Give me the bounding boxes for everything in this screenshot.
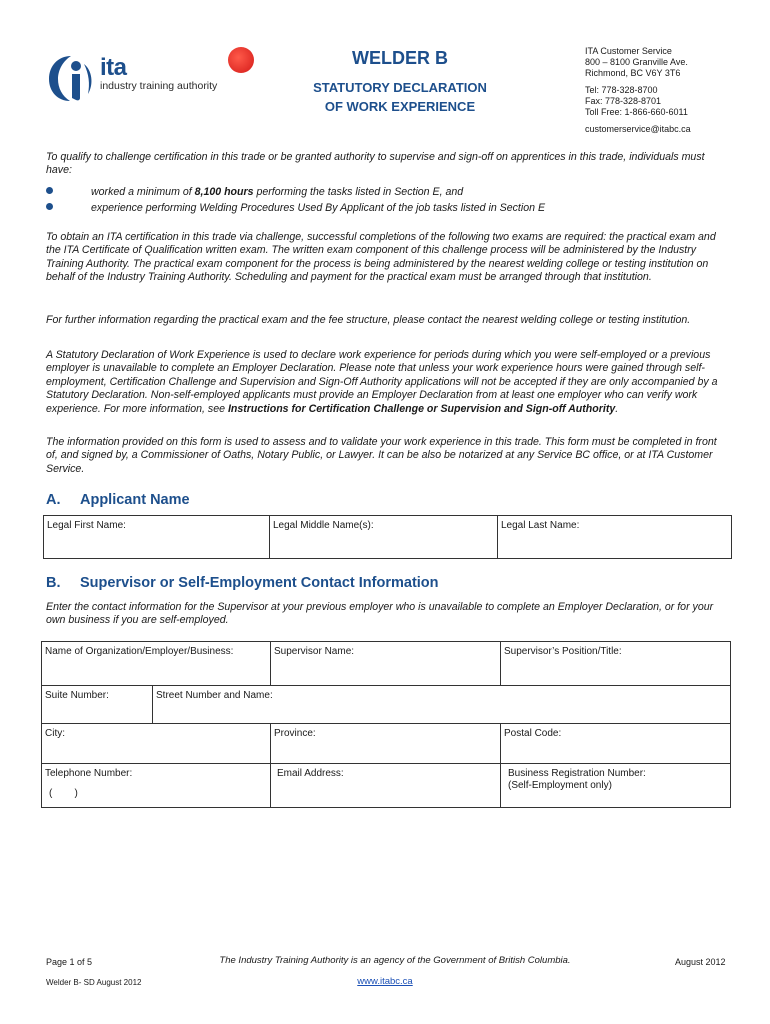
statdec-main: A Statutory Declaration of Work Experience is used to declare work experience for periods during which you were self-employed or a previous employer is unavailable to complete an Employer Declaration. Please note that unless your work experience hours were gained through self-employment, Certification Challenge and Supervision and Sign-Off Authority applications will not be accepted if they are only accompanied by a Statutory Declaration. Non-self-employed applicants must provide an Employer Declaration from at least one employer who can verify work experience. For more information, see <box>46 349 718 415</box>
organization-name-field[interactable] <box>42 642 271 686</box>
logo-subtitle: industry training authority <box>100 80 218 92</box>
postal-code-field[interactable] <box>501 724 730 764</box>
bullet-icon <box>46 187 53 194</box>
province-field[interactable] <box>271 724 501 764</box>
telephone-label: Telephone Number: <box>45 768 133 779</box>
contact-org: ITA Customer Service <box>585 46 672 56</box>
section-b-heading <box>46 575 439 591</box>
document-id: Welder B- SD August 2012 <box>46 978 142 987</box>
ita-logo-icon <box>46 52 96 104</box>
legal-first-name-label: Legal First Name: <box>47 520 126 531</box>
legal-middle-name-label: Legal Middle Name(s): <box>273 520 374 531</box>
contact-tel: Tel: 778-328-8700 <box>585 85 658 95</box>
page-subtitle-line1: STATUTORY DECLARATION <box>313 80 487 95</box>
supervisor-name-field[interactable] <box>271 642 501 686</box>
organization-name-label: Name of Organization/Employer/Business: <box>45 646 234 657</box>
bullet1-post: performing the tasks listed in Section E, and <box>253 186 464 198</box>
legal-last-name-label: Legal Last Name: <box>501 520 580 531</box>
footer-agency: The Industry Training Authority is an agency of the Government of British Columbia. <box>219 955 571 966</box>
street-field[interactable] <box>153 686 730 724</box>
contact-address1: 800 – 8100 Granville Ave. <box>585 57 688 67</box>
section-a-title: Applicant Name <box>80 492 190 508</box>
contact-info-table <box>41 641 731 808</box>
postal-code-label: Postal Code: <box>504 728 562 739</box>
contact-fax: Fax: 778-328-8701 <box>585 96 662 106</box>
email-field[interactable] <box>271 764 501 807</box>
business-registration-field[interactable] <box>501 764 730 807</box>
bullet-icon <box>46 203 53 210</box>
bc-seal-icon <box>228 47 254 73</box>
ita-logo <box>100 56 217 92</box>
suite-number-label: Suite Number: <box>45 690 109 701</box>
statdec-paragraph <box>46 349 726 416</box>
information-paragraph: The information provided on this form is used to assess and to validate your work experience in this trade. This form must be completed in front of, and signed by, a Commissioner of Oaths, Notary Public, or Lawyer. It can be also be notarized at any Service BC office, or at ITA Customer Service. <box>46 436 717 475</box>
page-number: Page 1 of 5 <box>46 957 93 967</box>
list-item <box>46 186 726 200</box>
city-label: City: <box>45 728 65 739</box>
section-b-letter: B. <box>46 575 61 591</box>
section-a-letter: A. <box>46 492 61 508</box>
suite-number-field[interactable] <box>42 686 153 724</box>
section-b-title: Supervisor or Self-Employment Contact Information <box>80 575 439 591</box>
contact-email: customerservice@itabc.ca <box>585 124 691 134</box>
instructions-reference: Instructions for Certification Challenge or Supervision and Sign-off Authority <box>227 402 616 415</box>
challenge-paragraph: To obtain an ITA certification in this trade via challenge, successful completions of the following two exams are required: the practical exam and the ITA Certificate of Qualification written exam. The written exam component of this challenge process will be administered by the Industry Training Authority. The practical exam component for the process is being administered by the nearest welding college or testing institution on behalf of the Industry Training Authority. Scheduling and payment for the practical exam must be arranged through that institution. <box>46 231 716 284</box>
phone-area-code: ( ) <box>49 788 78 799</box>
supervisor-position-label: Supervisor’s Position/Title: <box>504 646 622 657</box>
footer-date: August 2012 <box>675 957 726 967</box>
section-a-heading <box>46 492 190 508</box>
website-link[interactable]: www.itabc.ca <box>357 976 413 987</box>
telephone-field[interactable] <box>42 764 271 807</box>
section-b-instructions: Enter the contact information for the Supervisor at your previous employer who is unavailable to complete an Employer Declaration, or for your own business if you are self-employed. <box>46 601 714 627</box>
page-title: WELDER B <box>352 48 448 68</box>
legal-middle-name-field[interactable] <box>270 516 498 558</box>
page-subtitle-line2: OF WORK EXPERIENCE <box>324 99 476 114</box>
contact-address2: Richmond, BC V6Y 3T6 <box>585 68 681 78</box>
bullet1-bold: 8,100 hours <box>194 186 254 198</box>
business-registration-note: (Self-Employment only) <box>508 780 612 791</box>
city-field[interactable] <box>42 724 271 764</box>
logo-wordmark: ita <box>100 54 127 81</box>
supervisor-position-field[interactable] <box>501 642 730 686</box>
applicant-name-table <box>43 515 732 559</box>
province-label: Province: <box>274 728 316 739</box>
intro-text: To qualify to challenge certification in this trade or be granted authority to supervise and sign-off on apprentices in this trade, individuals must have: <box>46 151 705 177</box>
business-registration-label: Business Registration Number: <box>508 768 646 779</box>
street-label: Street Number and Name: <box>156 690 273 701</box>
contact-block <box>585 46 691 135</box>
legal-last-name-field[interactable] <box>498 516 731 558</box>
bullet2-text: experience performing Welding Procedures Used By Applicant of the job tasks listed in Section E <box>91 202 546 214</box>
legal-first-name-field[interactable] <box>44 516 270 558</box>
list-item <box>46 202 726 216</box>
further-info-paragraph: For further information regarding the practical exam and the fee structure, please contact the nearest welding college or testing institution. <box>46 314 691 326</box>
bullet1-pre: worked a minimum of <box>91 186 195 198</box>
supervisor-name-label: Supervisor Name: <box>274 646 355 657</box>
contact-tollfree: Toll Free: 1-866-660-6011 <box>585 107 688 117</box>
email-label: Email Address: <box>277 768 344 779</box>
statdec-end: . <box>615 402 619 415</box>
